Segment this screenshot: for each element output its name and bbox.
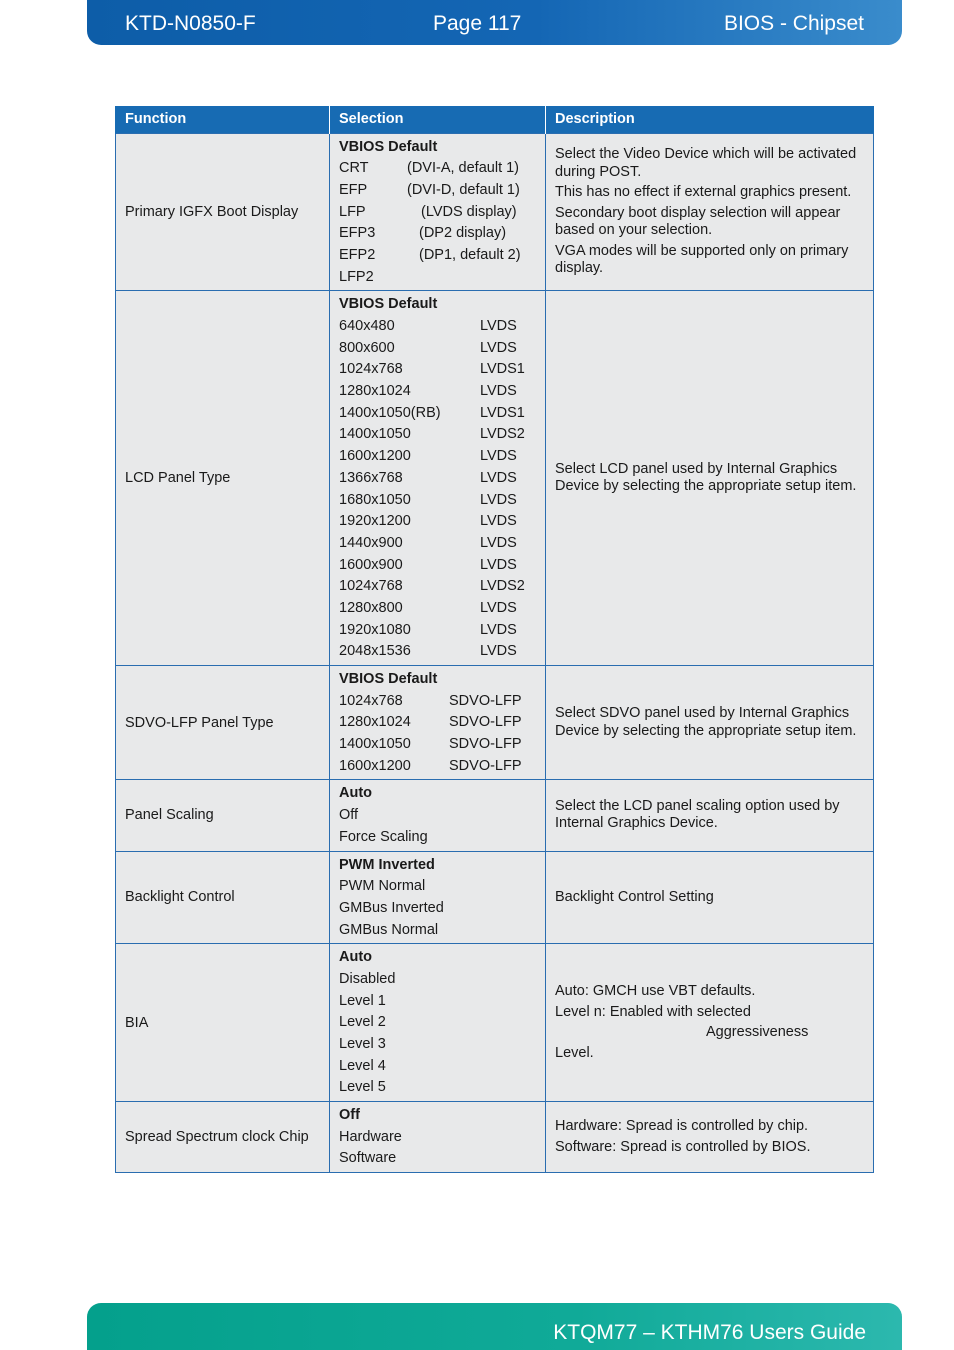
option-name: 1600x1200 [339,448,411,465]
option-name: 1440x900 [339,534,403,551]
selection-option [339,691,536,713]
selection-cell [330,780,546,851]
selection-option [339,898,536,920]
option-name: 1400x1050(RB) [339,404,441,421]
option-name: Hardware [339,1128,402,1145]
default-option [339,669,536,691]
selection-option [339,316,536,338]
section-title: BIOS - Chipset [723,12,864,35]
selection-option [339,991,536,1013]
default-option [339,1105,536,1127]
option-name: VBIOS Default [339,671,438,687]
option-name: 800x600 [339,339,395,356]
table-header-row [116,106,874,133]
function-cell: Backlight Control [116,851,330,944]
selection-option [339,969,536,991]
option-value: LVDS [480,556,517,573]
option-value: LVDS2 [480,426,525,443]
page-header [87,0,902,45]
option-value: LVDS [480,318,517,334]
page-footer [87,1303,902,1350]
description-cell [546,780,874,851]
option-value: LVDS1 [480,404,525,421]
option-name: 1280x800 [339,599,403,616]
option-value: LVDS [480,491,517,508]
description-paragraph: Auto: GMCH use VBT defaults. [555,983,756,1000]
option-name: 1400x1050 [339,736,411,753]
option-value: SDVO-LFP [449,692,522,709]
selection-cell [330,1102,546,1173]
option-value: (DVI-D, default 1) [407,181,520,198]
option-name: LFP [339,203,366,220]
option-name: 1280x1024 [339,714,411,731]
selection-cell [330,666,546,780]
option-name: Disabled [339,970,396,987]
selection-option [339,245,536,267]
option-name: PWM Normal [339,878,426,895]
selection-option [339,1056,536,1078]
option-name: 1600x900 [339,556,403,573]
option-name: 1280x1024 [339,383,411,400]
function-cell: Spread Spectrum clock Chip [116,1102,330,1173]
function-cell: Panel Scaling [116,780,330,851]
description-cell [546,1102,874,1173]
description-cell [546,666,874,780]
default-option [339,137,536,159]
description-paragraph: Aggressiveness [706,1024,809,1041]
selection-option [339,756,536,778]
selection-cell [330,851,546,944]
description-paragraph: Select LCD panel used by Internal Graphics Device by selecting the appropriate setup item. [555,460,857,495]
description-paragraph: Level n: Enabled with selected [555,1003,751,1020]
selection-option [339,533,536,555]
default-option [339,947,536,969]
option-value: (LVDS display) [421,203,517,220]
table-row [116,780,874,851]
description-paragraph: Backlight Control Setting [555,888,714,905]
option-name: Level 5 [339,1079,386,1096]
selection-option [339,511,536,533]
option-value: LVDS [480,448,517,465]
option-value: SDVO-LFP [449,757,522,774]
option-value: LVDS [480,621,517,638]
option-name: 2048x1536 [339,643,411,660]
document-id: KTD-N0850-F [125,12,256,35]
description-paragraph: This has no effect if external graphics present. [555,184,852,201]
description-paragraph: VGA modes will be supported only on primary display. [555,242,849,277]
selection-cell [330,133,546,291]
guide-title: KTQM77 – KTHM76 Users Guide [553,1321,866,1344]
option-name: 1920x1080 [339,621,411,638]
selection-option [339,555,536,577]
table-row [116,666,874,780]
selection-option [339,158,536,180]
option-name: 1024x768 [339,692,403,709]
selection-option [339,734,536,756]
table-row [116,944,874,1102]
option-name: Force Scaling [339,828,428,845]
description-paragraph: Select SDVO panel used by Internal Graphics Device by selecting the appropriate setup item. [555,705,857,739]
option-value: LVDS2 [480,578,525,595]
selection-cell [330,291,546,666]
option-name: 1024x768 [339,361,403,378]
column-header-function: Function [116,106,330,133]
option-value: LVDS [480,339,517,356]
function-cell: SDVO-LFP Panel Type [116,666,330,780]
table-row [116,851,874,944]
option-value: LVDS [480,599,517,616]
selection-option [339,490,536,512]
option-name: 1600x1200 [339,757,411,774]
selection-option [339,338,536,360]
selection-option [339,359,536,381]
selection-option [339,598,536,620]
option-name: Auto [339,785,373,802]
option-value: (DP2 display) [419,225,507,242]
option-name: LFP2 [339,268,374,285]
selection-option [339,876,536,898]
selection-option [339,920,536,942]
description-paragraph: Secondary boot display selection will appear based on your selection. [555,204,841,239]
option-name: 640x480 [339,318,395,334]
selection-option [339,712,536,734]
column-header-selection: Selection [330,106,546,133]
option-value: LVDS1 [480,361,525,378]
option-name: 1680x1050 [339,491,411,508]
option-name: 1366x768 [339,469,403,486]
function-cell: LCD Panel Type [116,291,330,666]
option-name: Software [339,1150,397,1167]
option-name: VBIOS Default [339,138,438,155]
table-row [116,1102,874,1173]
table-row [116,291,874,666]
description-cell [546,944,874,1102]
selection-cell [330,944,546,1102]
option-name: Level 3 [339,1036,386,1052]
option-name: Level 2 [339,1014,386,1031]
description-cell [546,291,874,666]
description-paragraph: Select the LCD panel scaling option used by Internal Graphics Device. [555,797,840,832]
description-paragraph: Level. [555,1044,594,1061]
description-cell [546,133,874,291]
option-value: LVDS [480,643,517,660]
option-value: LVDS [480,383,517,400]
option-name: GMBus Normal [339,921,439,938]
selection-option [339,1077,536,1099]
option-name: 1400x1050 [339,426,411,443]
description-paragraph: Software: Spread is controlled by BIOS. [555,1138,811,1155]
option-name: Off [339,807,359,824]
selection-option [339,180,536,202]
option-name: 1024x768 [339,578,403,595]
option-name: Auto [339,949,373,966]
description-cell [546,851,874,944]
selection-option [339,1127,536,1149]
option-value: (DP1, default 2) [419,246,521,263]
option-name: CRT [339,160,369,177]
option-name: Level 1 [339,992,386,1009]
option-value: LVDS [480,513,517,530]
option-value: LVDS [480,469,517,486]
bios-chipset-table [115,106,874,1173]
default-option [339,783,536,805]
option-name: EFP2 [339,246,376,263]
selection-option [339,576,536,598]
option-name: Off [339,1107,360,1124]
option-value: LVDS [480,534,517,551]
option-name: Level 4 [339,1057,386,1074]
table-row [116,133,874,291]
column-header-description: Description [546,106,874,133]
table-body [116,133,874,1173]
option-name: EFP [339,181,368,198]
function-cell: BIA [116,944,330,1102]
selection-option [339,267,536,289]
selection-option [339,468,536,490]
default-option [339,855,536,877]
description-paragraph: Hardware: Spread is controlled by chip. [555,1118,809,1135]
selection-option [339,1012,536,1034]
option-value: (DVI-A, default 1) [407,160,520,177]
selection-option [339,827,536,849]
selection-option [339,381,536,403]
option-name: GMBus Inverted [339,899,444,916]
selection-option [339,223,536,245]
selection-option [339,446,536,468]
selection-option [339,424,536,446]
option-value: SDVO-LFP [449,736,522,753]
function-cell: Primary IGFX Boot Display [116,133,330,291]
default-option [339,294,536,316]
selection-option [339,805,536,827]
option-name: 1920x1200 [339,513,411,530]
selection-option [339,1034,536,1056]
option-name: VBIOS Default [339,296,438,313]
selection-option [339,403,536,425]
option-name: EFP3 [339,225,376,242]
selection-option [339,202,536,224]
selection-option [339,1148,536,1170]
option-name: PWM Inverted [339,856,435,873]
description-paragraph: Select the Video Device which will be activated during POST. [555,146,857,180]
selection-option [339,641,536,663]
page-number: Page 117 [433,12,522,35]
selection-option [339,620,536,642]
option-value: SDVO-LFP [449,714,522,731]
